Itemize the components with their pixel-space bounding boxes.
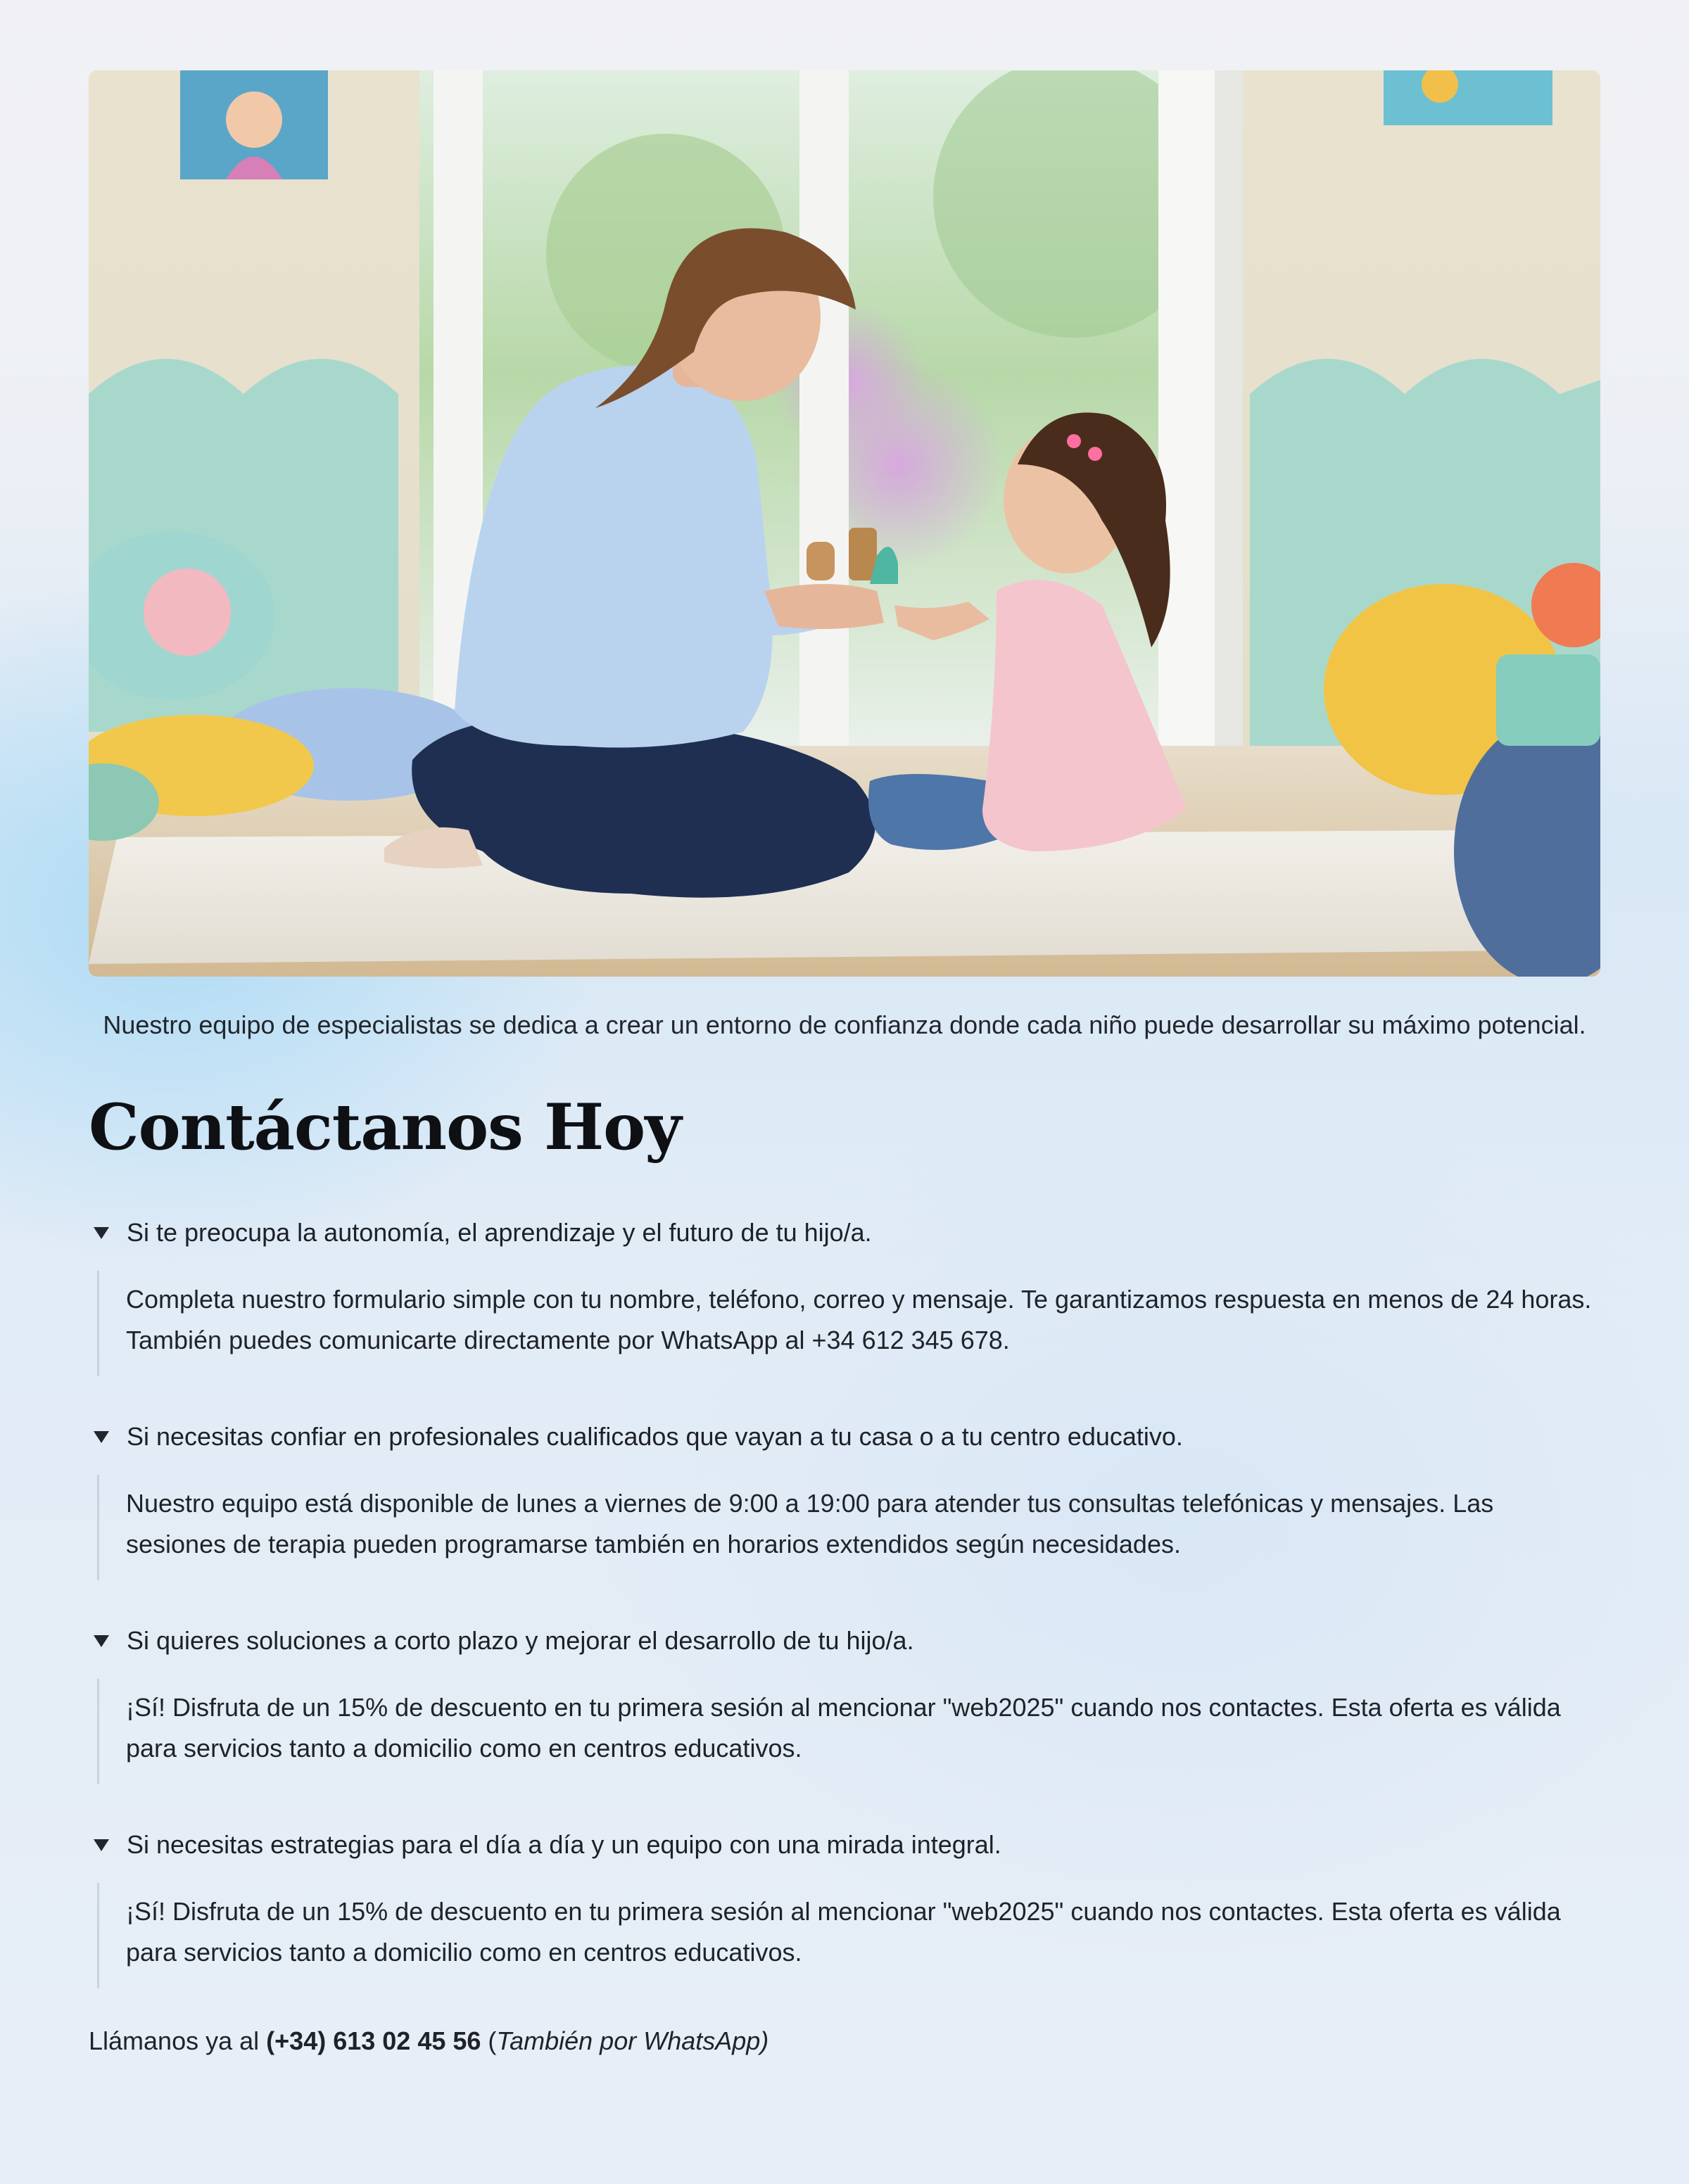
faq-item: [89, 1623, 1600, 1784]
phone-link[interactable]: (+34) 613 02 45 56: [266, 2026, 481, 2055]
faq-item: [89, 1827, 1600, 1988]
call-to-action: [89, 2021, 1600, 2062]
faq-item: [89, 1418, 1600, 1580]
faq-item: [89, 1214, 1600, 1376]
faq-toggle-button[interactable]: [89, 1827, 1600, 1863]
triangle-down-icon: [91, 1631, 111, 1651]
hero-caption: Nuestro equipo de especialistas se dedica a crear un entorno de confianza donde cada niño puede desarrollar su máximo potencial.: [103, 1010, 1586, 1039]
page-title: Contáctanos Hoy: [89, 1090, 681, 1164]
faq-question: Si necesitas estrategias para el día a día y un equipo con una mirada integral.: [127, 1830, 1001, 1859]
faq-answer: Nuestro equipo está disponible de lunes a viernes de 9:00 a 19:00 para atender tus consultas telefónicas y mensajes. Las sesiones de terapia pueden programarse también en horarios extendidos según necesidades.: [97, 1475, 1600, 1580]
faq-answer: Completa nuestro formulario simple con tu nombre, teléfono, correo y mensaje. Te garantizamos respuesta en menos de 24 horas. También puedes comunicarte directamente por WhatsApp al +34 612 345 678.: [97, 1271, 1600, 1376]
faq-toggle-button[interactable]: [89, 1623, 1600, 1659]
faq-accordion: [89, 1214, 1600, 1988]
triangle-down-icon: [91, 1223, 111, 1243]
faq-question: Si te preocupa la autonomía, el aprendizaje y el futuro de tu hijo/a.: [127, 1218, 872, 1247]
faq-question: Si quieres soluciones a corto plazo y mejorar el desarrollo de tu hijo/a.: [127, 1626, 914, 1655]
triangle-down-icon: [91, 1427, 111, 1447]
photo-therapist-with-child-icon: [89, 70, 1600, 977]
faq-question: Si necesitas confiar en profesionales cualificados que vayan a tu casa o a tu centro educativo.: [127, 1422, 1183, 1451]
hero-image: [89, 70, 1600, 977]
faq-toggle-button[interactable]: [89, 1418, 1600, 1455]
faq-answer: ¡Sí! Disfruta de un 15% de descuento en tu primera sesión al mencionar "web2025" cuando nos contactes. Esta oferta es válida para servicios tanto a domicilio como en centros educativos.: [97, 1883, 1600, 1988]
whatsapp-note: También por WhatsApp): [496, 2026, 769, 2055]
call-open-paren: (: [488, 2026, 497, 2055]
page: [89, 70, 1600, 2087]
faq-answer: ¡Sí! Disfruta de un 15% de descuento en tu primera sesión al mencionar "web2025" cuando nos contactes. Esta oferta es válida para servicios tanto a domicilio como en centros educativos.: [97, 1679, 1600, 1784]
triangle-down-icon: [91, 1835, 111, 1855]
call-prefix: Llámanos ya al: [89, 2026, 260, 2055]
faq-toggle-button[interactable]: [89, 1214, 1600, 1251]
